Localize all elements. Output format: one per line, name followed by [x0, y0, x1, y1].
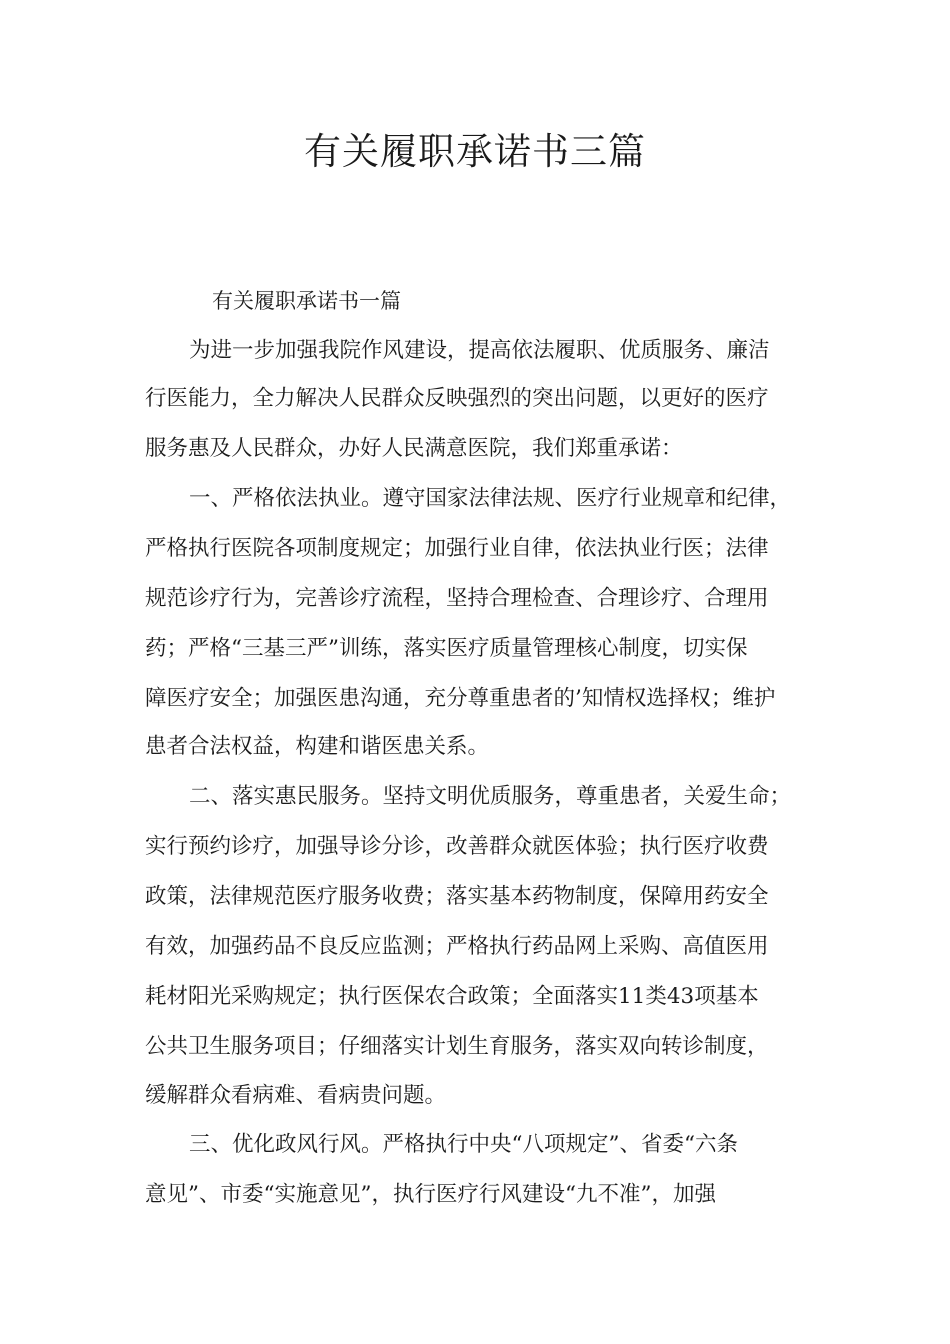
body-line: 三、优化政风行风。严格执行中央“八项规定”、省委“六条 — [189, 1132, 738, 1157]
body-line: 实行预约诊疗，加强导诊分诊，改善群众就医体验；执行医疗收费 — [145, 834, 769, 859]
body-line: 公共卫生服务项目；仔细落实计划生育服务，落实双向转诊制度， — [145, 1034, 769, 1059]
body-line: 行医能力，全力解决人民群众反映强烈的突出问题，以更好的医疗 — [145, 386, 769, 411]
body-line: 有效，加强药品不良反应监测；严格执行药品网上采购、高值医用 — [145, 934, 769, 959]
body-line: 严格执行医院各项制度规定；加强行业自律，依法执业行医；法律 — [145, 536, 769, 561]
page-title: 有关履职承诺书三篇 — [304, 130, 646, 173]
body-line: 政策，法律规范医疗服务收费；落实基本药物制度，保障用药安全 — [145, 884, 769, 909]
body-line: 患者合法权益，构建和谐医患关系。 — [145, 734, 490, 759]
body-line: 二、落实惠民服务。坚持文明优质服务，尊重患者，关爱生命； — [189, 784, 792, 809]
body-line: 意见”、市委“实施意见”，执行医疗行风建设“九不准”，加强 — [145, 1182, 716, 1207]
body-line: 缓解群众看病难、看病贵问题。 — [145, 1083, 447, 1108]
body-line: 一、严格依法执业。遵守国家法律法规、医疗行业规章和纪律， — [189, 486, 792, 511]
body-line: 服务惠及人民群众，办好人民满意医院，我们郑重承诺： — [145, 436, 683, 461]
body-line: 耗材阳光采购规定；执行医保农合政策；全面落实11类43项基本 — [145, 984, 759, 1009]
body-line: 为进一步加强我院作风建设，提高依法履职、优质服务、廉洁 — [189, 338, 770, 363]
body-line: 药；严格“三基三严”训练，落实医疗质量管理核心制度，切实保 — [145, 636, 748, 661]
body-line: 规范诊疗行为，完善诊疗流程，坚持合理检查、合理诊疗、合理用 — [145, 586, 769, 611]
body-line: 障医疗安全；加强医患沟通，充分尊重患者的’知情权选择权；维护 — [145, 686, 776, 711]
section-subtitle: 有关履职承诺书一篇 — [212, 289, 401, 313]
